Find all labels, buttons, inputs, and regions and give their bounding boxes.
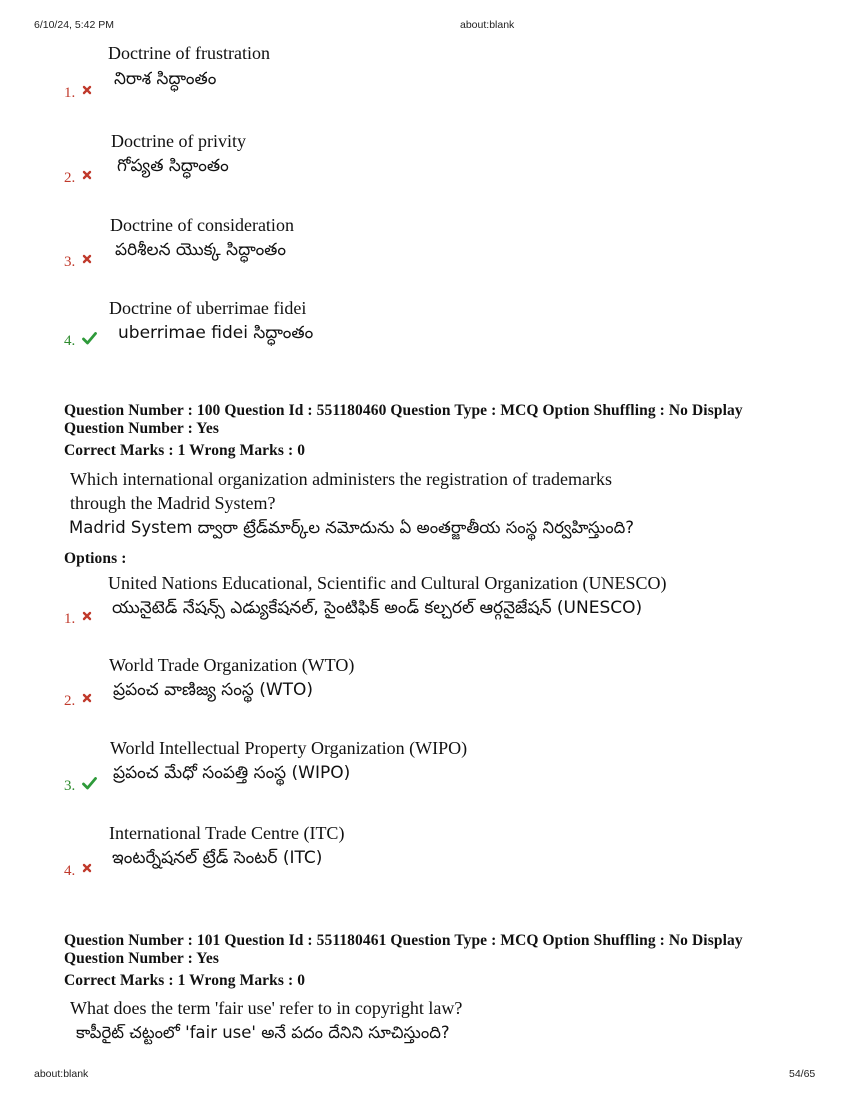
question-meta: Question Number : 100 Question Id : 551180460 Question Type : MCQ Option Shuffling : No Display: [64, 402, 743, 419]
option-number: 1.: [64, 611, 76, 627]
option-text-te: యునైటెడ్ నేషన్స్ ఎడ్యుకేషనల్, సైంటిఫిక్ అండ్ కల్చరల్ ఆర్గనైజేషన్ (UNESCO): [112, 598, 643, 618]
option-text-te: ఇంటర్నేషనల్ ట్రేడ్ సెంటర్ (ITC): [112, 848, 323, 868]
question-marks: Correct Marks : 1 Wrong Marks : 0: [64, 972, 306, 989]
option-text-en: United Nations Educational, Scientific and Cultural Organization (UNESCO): [108, 573, 667, 593]
question-text-te: Madrid System ద్వారా ట్రేడ్‌మార్క్‌ల నమోదును ఏ అంతర్జాతీయ సంస్థ నిర్వహిస్తుంది?: [69, 518, 635, 537]
option-number: 2.: [64, 170, 76, 186]
option-text-te: uberrimae fidei సిద్ధాంతం: [118, 323, 314, 343]
print-title: about:blank: [460, 19, 515, 31]
option-number: 1.: [64, 85, 76, 101]
check-icon: [82, 777, 97, 790]
option-text-te: గోప్యత సిద్ధాంతం: [117, 156, 229, 176]
option-text-en: Doctrine of privity: [111, 131, 246, 151]
option-number: 3.: [64, 778, 76, 794]
option-text-en: World Intellectual Property Organization (WIPO): [110, 738, 468, 758]
option-text-en: International Trade Centre (ITC): [109, 823, 345, 843]
cross-icon: [82, 693, 92, 703]
page-number: 54/65: [789, 1068, 816, 1080]
option-text-te: నిరాశ సిద్ధాంతం: [114, 69, 217, 89]
cross-icon: [82, 254, 92, 264]
print-url: about:blank: [34, 1068, 89, 1080]
option-text-en: Doctrine of frustration: [108, 43, 270, 63]
question-text-te: కాపీరైట్ చట్టంలో 'fair use' అనే పదం దేనిని సూచిస్తుంది?: [76, 1023, 450, 1042]
question-meta-2: Question Number : Yes: [64, 950, 219, 967]
option-text-en: Doctrine of uberrimae fidei: [109, 298, 307, 318]
option-number: 4.: [64, 333, 76, 349]
question-text-en: through the Madrid System?: [70, 493, 276, 513]
question-text-en: What does the term 'fair use' refer to in copyright law?: [70, 998, 463, 1018]
option-number: 3.: [64, 254, 76, 270]
cross-icon: [82, 170, 92, 180]
question-meta: Question Number : 101 Question Id : 551180461 Question Type : MCQ Option Shuffling : No Display: [64, 932, 743, 949]
question-meta-2: Question Number : Yes: [64, 420, 219, 437]
cross-icon: [82, 85, 92, 95]
option-text-te: ప్రపంచ వాణిజ్య సంస్థ (WTO): [113, 680, 314, 700]
option-text-en: Doctrine of consideration: [110, 215, 294, 235]
cross-icon: [82, 611, 92, 621]
options-label: Options :: [64, 550, 127, 567]
question-marks: Correct Marks : 1 Wrong Marks : 0: [64, 442, 306, 459]
check-icon: [82, 332, 97, 345]
option-number: 2.: [64, 693, 76, 709]
option-text-te: పరిశీలన యొక్క సిద్ధాంతం: [115, 240, 287, 260]
option-text-en: World Trade Organization (WTO): [109, 655, 355, 675]
option-number: 4.: [64, 863, 76, 879]
print-datetime: 6/10/24, 5:42 PM: [34, 19, 114, 31]
question-text-en: Which international organization administers the registration of trademarks: [70, 469, 612, 489]
cross-icon: [82, 863, 92, 873]
option-text-te: ప్రపంచ మేధో సంపత్తి సంస్థ (WIPO): [113, 763, 351, 783]
